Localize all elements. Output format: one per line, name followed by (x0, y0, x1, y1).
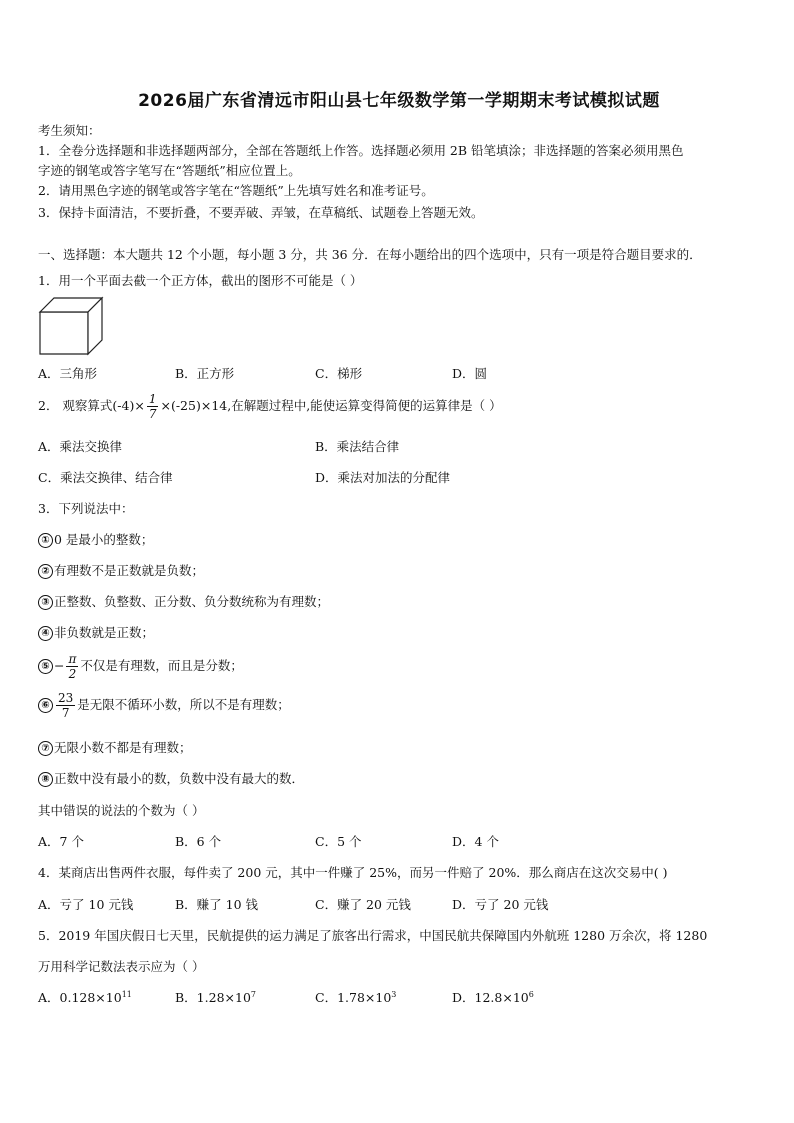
notice-item-1: 1．全卷分选择题和非选择题两部分，全部在答题纸上作答。选择题必须用 2B 铅笔填涂；非选择题的答案必须用黑色 (38, 143, 684, 158)
q3-statement-7: ⑦ 无限小数不都是有理数； (38, 738, 192, 756)
q5-stem-cont: 万用科学记数法表示应为（ ） (38, 959, 205, 974)
q2-option-a: A．乘法交换律 (38, 439, 123, 454)
q4-option-c: C．赚了 20 元钱 (315, 897, 411, 912)
q4-option-b: B．赚了 10 钱 (175, 897, 259, 912)
notice-item-2: 2．请用黑色字迹的钢笔或答字笔在“答题纸”上先填写姓名和准考证号。 (38, 183, 434, 198)
notice-item-1-cont: 字迹的钢笔或答字笔写在“答题纸”相应位置上。 (38, 163, 301, 178)
q5-stem: 5．2019 年国庆假日七天里，民航提供的运力满足了旅客出行需求，中国民航共保障国内外航班 1280 万余次，将 1280 (38, 928, 708, 943)
q2-option-d: D．乘法对加法的分配律 (315, 470, 451, 485)
q1-stem: 1．用一个平面去截一个正方体，截出的图形不可能是（ ） (38, 273, 363, 288)
q5-option-d: D．$12.8\times 10^6$ (452, 989, 534, 1005)
q3-option-b: B．6 个 (175, 834, 222, 849)
q1-option-a: A．三角形 (38, 366, 98, 381)
q1-option-d: D．圆 (452, 366, 488, 381)
q5-option-c: C．$1.78\times 10^3$ (315, 989, 397, 1005)
notice-item-3: 3．保持卡面清洁，不要折叠，不要弄破、弄皱，在草稿纸、试题卷上答题无效。 (38, 205, 484, 220)
q2-stem (38, 392, 502, 421)
q3-statement-2: ② 有理数不是正数就是负数； (38, 561, 204, 579)
q3-statement-6: ⑥ $\frac{23}{7}$ 是无限不循环小数，所以不是有理数； (38, 691, 290, 720)
q3-statement-4: ④ 非负数就是正数； (38, 623, 154, 641)
q2-fraction: $\frac{1}{7}$ (148, 392, 157, 421)
q2-stem-post: ×(-25)×14,在解题过程中,能使运算变得简便的运算律是（ ） (160, 398, 502, 413)
q3-option-a: A．7 个 (38, 834, 84, 849)
section-heading: 一、选择题：本大题共 12 个小题，每小题 3 分，共 36 分．在每小题给出的四个选项中，只有一项是符合题目要求的． (38, 247, 702, 262)
q3-statement-8: ⑧ 正数中没有最小的数，负数中没有最大的数． (38, 769, 304, 787)
q3-ask: 其中错误的说法的个数为（ ） (38, 803, 205, 818)
q2-stem-pre: 2． 观察算式(-4)× (38, 398, 145, 413)
q2-option-c: C．乘法交换律、结合律 (38, 470, 173, 485)
q4-stem: 4．某商店出售两件衣服，每件卖了 200 元，其中一件赚了 25%，而另一件赔了 20%．那么商店在这次交易中( ) (38, 865, 668, 880)
cube-icon (38, 294, 106, 356)
q3-statement-1: ① 0 是最小的整数； (38, 530, 153, 548)
notice-heading: 考生须知： (38, 123, 101, 138)
q4-option-a: A．亏了 10 元钱 (38, 897, 134, 912)
q1-option-c: C．梯形 (315, 366, 363, 381)
page-title: 2026届广东省清远市阳山县七年级数学第一学期期末考试模拟试题 (138, 91, 660, 111)
q3-statement-5: ⑤ − $\frac{\pi}{2}$ 不仅是有理数，而且是分数； (38, 652, 243, 681)
q1-option-b: B．正方形 (175, 366, 235, 381)
q2-option-b: B．乘法结合律 (315, 439, 400, 454)
q5-option-a: A．$0.128\times 10^{11}$ (38, 989, 132, 1005)
q5-option-b: B．$1.28\times 10^7$ (175, 989, 256, 1005)
q3-stem: 3．下列说法中： (38, 501, 134, 516)
q4-option-d: D．亏了 20 元钱 (452, 897, 549, 912)
q3-statement-3: ③ 正整数、负整数、正分数、负分数统称为有理数； (38, 592, 329, 610)
q3-option-c: C．5 个 (315, 834, 362, 849)
q3-option-d: D．4 个 (452, 834, 499, 849)
